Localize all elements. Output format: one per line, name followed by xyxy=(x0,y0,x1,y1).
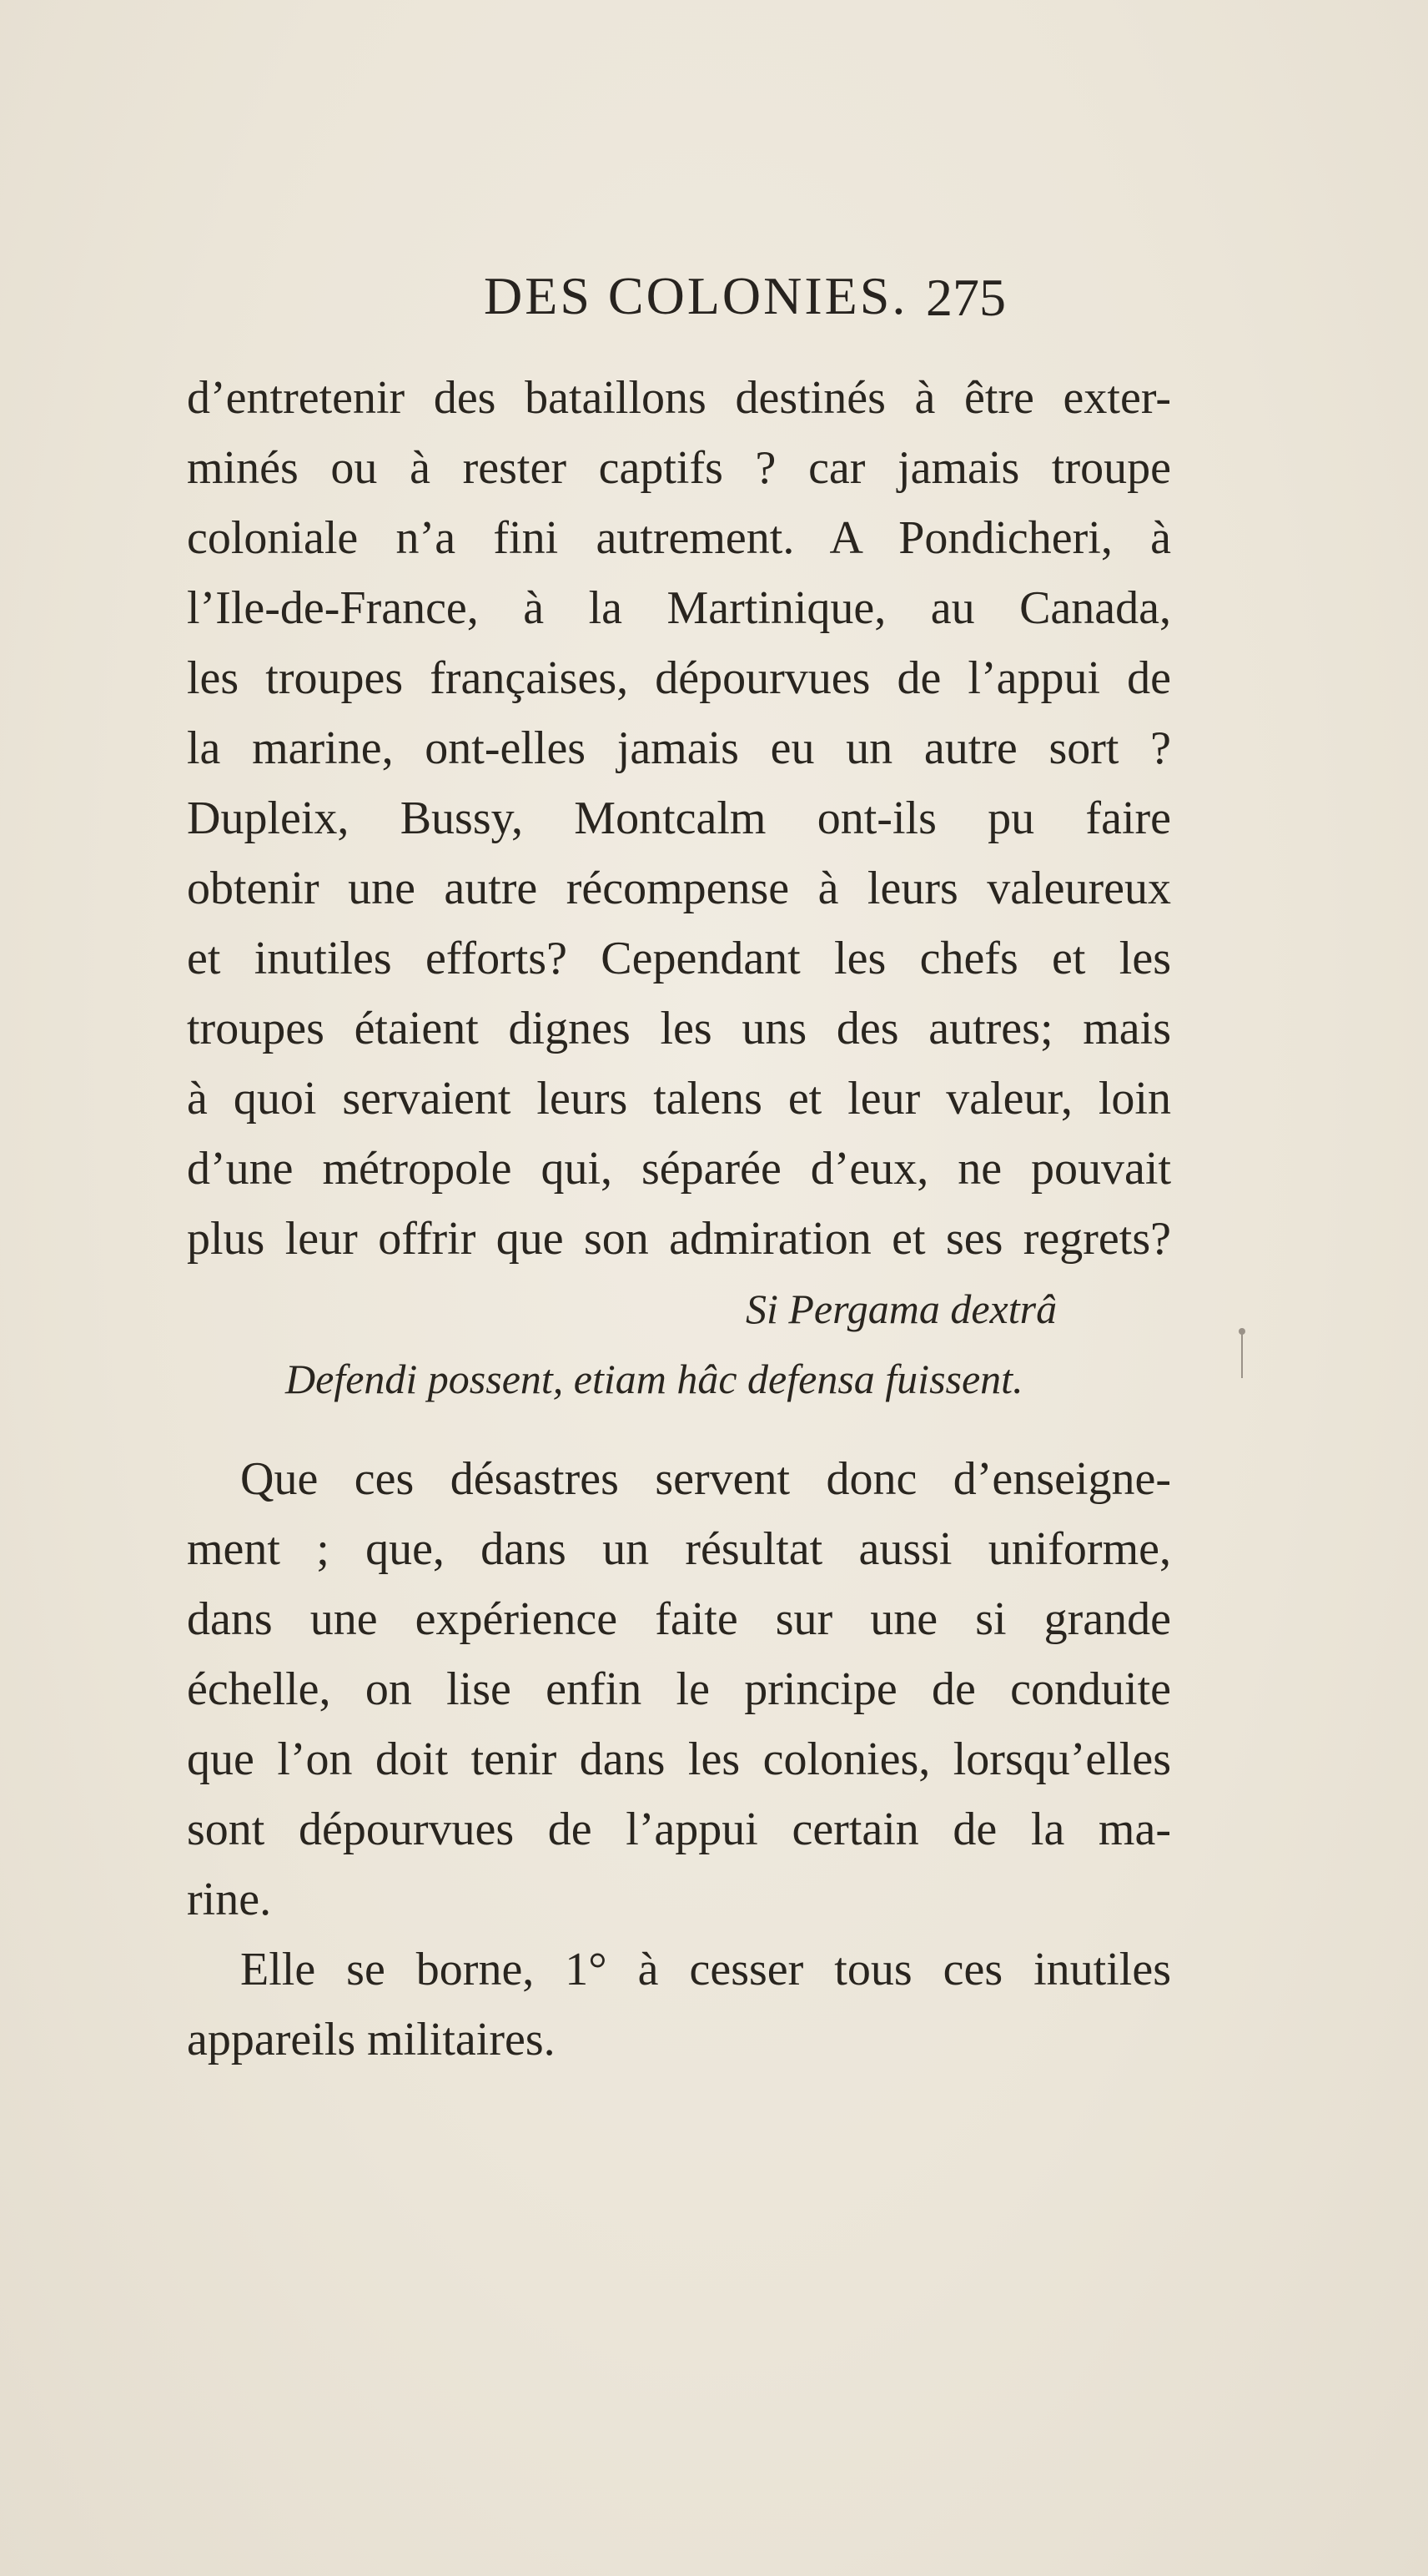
quotation-line: Si Pergama dextrâ xyxy=(746,1285,1058,1332)
text-line: l’Ile-de-France, à la Martinique, au Canada, xyxy=(187,582,1171,634)
text-line: sont dépourvues de l’appui certain de la ma- xyxy=(187,1804,1171,1855)
text-line: plus leur offrir que son admiration et ses regrets? xyxy=(187,1213,1171,1265)
quotation-line: Defendi possent, etiam hâc defensa fuissent. xyxy=(285,1356,1023,1402)
text-line: Dupleix, Bussy, Montcalm ont-ils pu faire xyxy=(187,792,1171,844)
text-line: ment ; que, dans un résultat aussi uniforme, xyxy=(187,1523,1171,1575)
text-line: obtenir une autre récompense à leurs valeureux xyxy=(187,863,1171,914)
text-line: Elle se borne, 1° à cesser tous ces inutiles xyxy=(240,1944,1171,1995)
text-line: que l’on doit tenir dans les colonies, lorsqu’elles xyxy=(187,1733,1171,1785)
text-line: coloniale n’a fini autrement. A Pondicheri, à xyxy=(187,512,1171,564)
text-line: et inutiles efforts? Cependant les chefs et les xyxy=(187,933,1171,984)
text-line: rine. xyxy=(187,1874,272,1925)
text-line: dans une expérience faite sur une si grande xyxy=(187,1593,1171,1645)
paragraph-1 xyxy=(187,363,1171,1274)
body-text xyxy=(187,363,1171,2075)
page-header xyxy=(0,265,1428,332)
text-line: d’entretenir des bataillons destinés à être exter- xyxy=(187,372,1171,424)
paragraph-2 xyxy=(187,1444,1171,1935)
running-title: DES COLONIES. xyxy=(484,266,908,325)
text-line: la marine, ont-elles jamais eu un autre sort ? xyxy=(187,722,1171,774)
page-number: 275 xyxy=(926,268,1006,327)
text-line: échelle, on lise enfin le principe de conduite xyxy=(187,1663,1171,1715)
text-line: d’une métropole qui, séparée d’eux, ne pouvait xyxy=(187,1143,1171,1195)
text-line: appareils militaires. xyxy=(187,2014,556,2065)
text-line: les troupes françaises, dépourvues de l’appui de xyxy=(187,652,1171,704)
latin-quotation xyxy=(187,1274,1171,1414)
margin-mark xyxy=(1241,1331,1246,1378)
text-line: à quoi servaient leurs talens et leur valeur, loin xyxy=(187,1073,1171,1124)
paragraph-3 xyxy=(187,1935,1171,2075)
text-line: minés ou à rester captifs ? car jamais troupe xyxy=(187,442,1171,494)
paragraph-gap xyxy=(187,1414,1171,1444)
text-line: Que ces désastres servent donc d’enseigne- xyxy=(240,1453,1171,1505)
text-line: troupes étaient dignes les uns des autres; mais xyxy=(187,1003,1171,1054)
